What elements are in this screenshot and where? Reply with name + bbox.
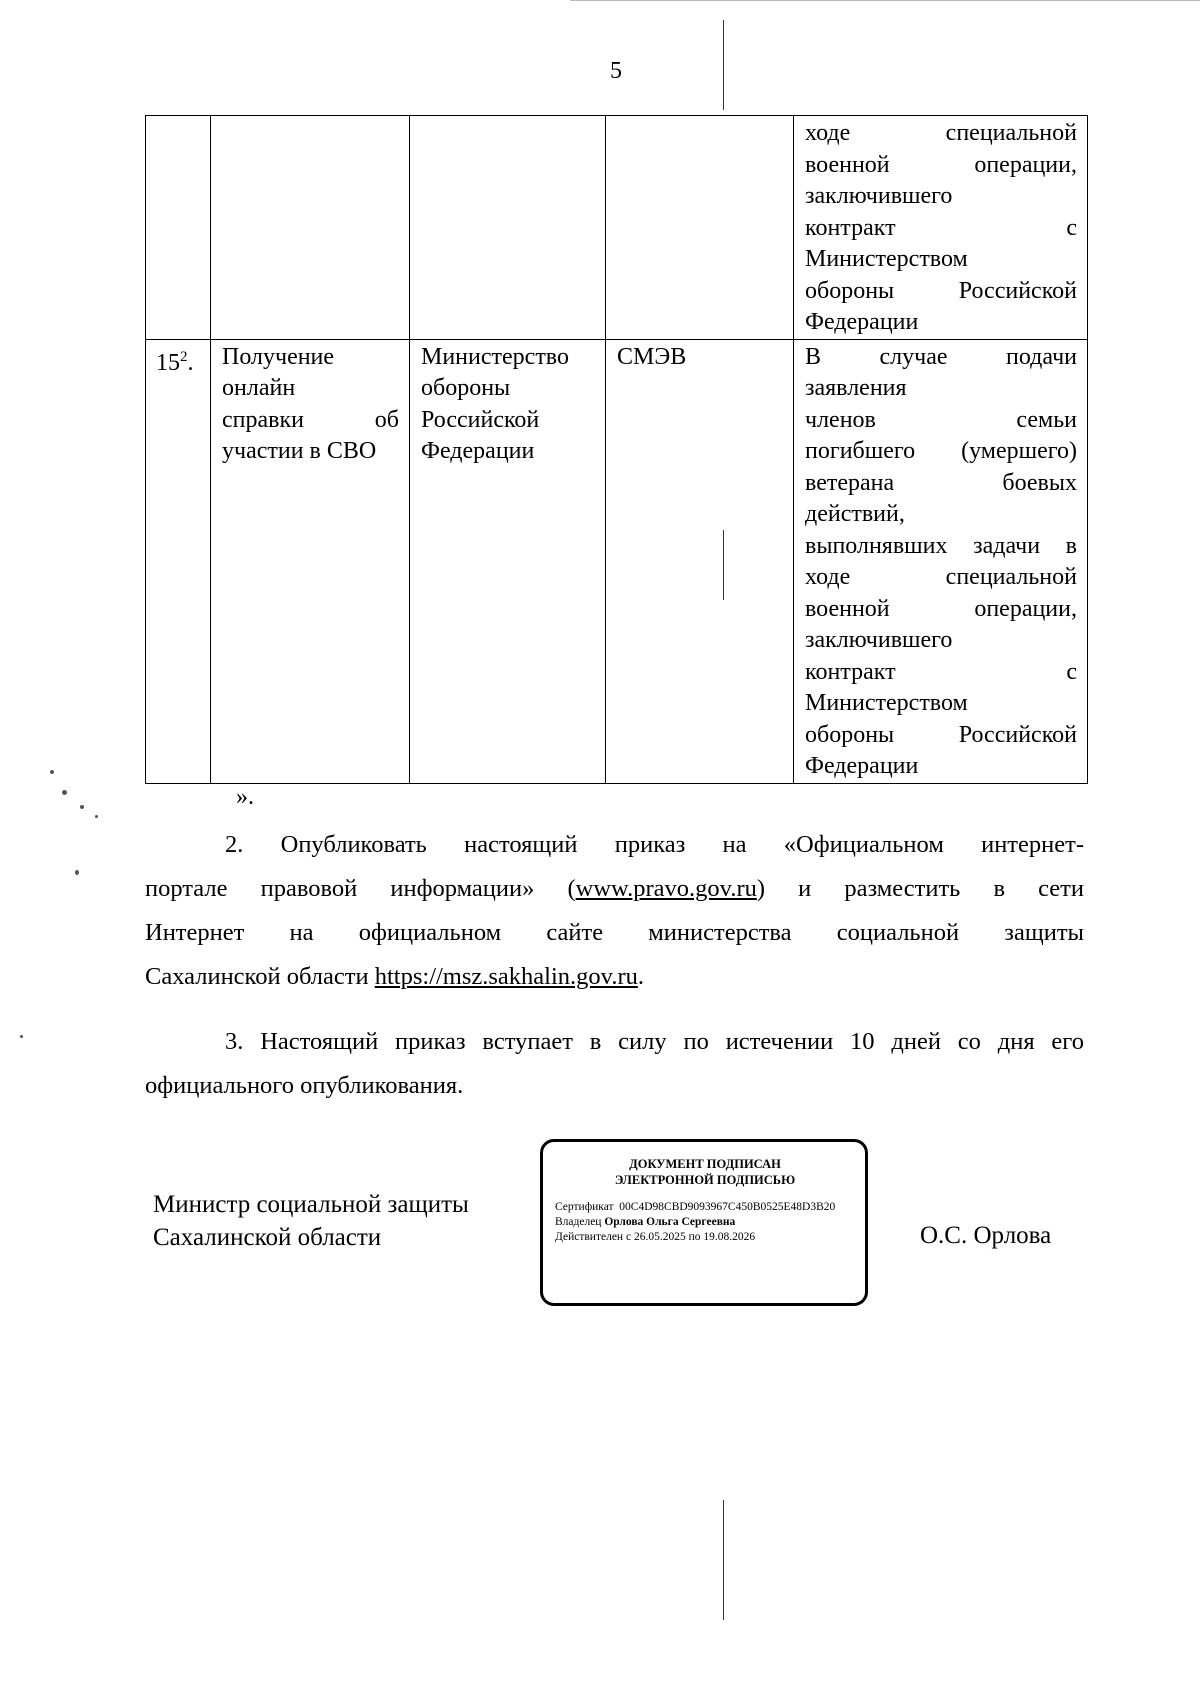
electronic-signature-stamp	[540, 1139, 868, 1306]
text-fragment: Сахалинской области	[145, 963, 375, 990]
row-number-suffix: .	[187, 349, 194, 376]
paragraph-effective-date	[145, 1020, 1084, 1108]
organization-line: Министерство	[421, 343, 569, 370]
stamp-owner	[555, 1215, 855, 1230]
table-row-continued	[146, 116, 1088, 340]
service-line: Получение	[222, 343, 335, 370]
conditions-line: обороны Российской	[805, 277, 1077, 304]
scan-artifact-line	[723, 20, 724, 110]
closing-quote: ».	[236, 784, 254, 810]
text-fragment: ) и разместить в сети	[756, 875, 1084, 902]
conditions-line: действий,	[805, 501, 905, 527]
cell-number	[146, 339, 211, 783]
msz-sakhalin-link[interactable]: https://msz.sakhalin.gov.ru	[374, 963, 638, 990]
paragraph-line: 2. Опубликовать настоящий приказ на «Официальном интернет-	[225, 831, 1084, 858]
scan-artifact-speck	[75, 870, 79, 875]
conditions-line: контракт с	[805, 214, 1077, 241]
stamp-owner-value: Орлова Ольга Сергеевна	[604, 1216, 736, 1228]
services-table	[145, 115, 1088, 784]
cell-service	[211, 339, 410, 783]
stamp-heading	[555, 1156, 855, 1188]
scan-artifact-line	[723, 1500, 724, 1620]
stamp-owner-label: Владелец	[555, 1216, 602, 1228]
row-number-superscript: 2	[180, 348, 188, 365]
paragraph-line: официального опубликования.	[145, 1072, 464, 1099]
conditions-line: обороны Российской	[805, 721, 1077, 748]
conditions-line: ветерана боевых	[805, 469, 1077, 496]
conditions-line: Федерации	[805, 309, 919, 335]
row-number: 15	[156, 349, 180, 376]
table-row-15-2	[146, 339, 1088, 783]
stamp-certificate	[555, 1200, 855, 1215]
paragraph-publication	[145, 823, 1084, 999]
paragraph-line	[145, 867, 1084, 911]
scan-artifact-top-rule	[570, 0, 1200, 1]
conditions-line: членов семьи	[805, 406, 1077, 433]
signatory-title-line: Сахалинской области	[153, 1224, 382, 1251]
service-line: справки об	[222, 406, 399, 433]
text-fragment: .	[637, 963, 644, 990]
service-line: онлайн	[222, 375, 296, 401]
conditions-line: военной операции,	[805, 595, 1077, 622]
cell-channel	[606, 116, 794, 340]
cell-organization	[410, 116, 606, 340]
conditions-line: Министерством	[805, 690, 968, 716]
scan-artifact-speck	[95, 815, 98, 818]
scan-artifact-speck	[80, 805, 84, 809]
paragraph-line: 3. Настоящий приказ вступает в силу по истечении 10 дней со дня его	[225, 1028, 1084, 1055]
conditions-line: погибшего (умершего)	[805, 438, 1077, 464]
cell-conditions	[794, 116, 1088, 340]
scan-artifact-line	[723, 530, 724, 600]
conditions-line: заключившего	[805, 183, 953, 209]
stamp-certificate-label: Сертификат	[555, 1201, 614, 1213]
signatory-name: О.С. Орлова	[920, 1222, 1052, 1249]
stamp-certificate-value: 00C4D98CBD9093967C450B0525E48D3B20	[619, 1201, 836, 1213]
conditions-line: заявления	[805, 375, 907, 401]
cell-channel	[606, 339, 794, 783]
organization-line: Федерации	[421, 438, 535, 464]
stamp-heading-line: ДОКУМЕНТ ПОДПИСАН	[629, 1157, 781, 1171]
conditions-line: ходе специальной	[805, 564, 1077, 590]
conditions-line: Министерством	[805, 246, 968, 272]
paragraph-line: Интернет на официальном сайте министерства социальной защиты	[145, 919, 1084, 946]
organization-line: обороны	[421, 375, 511, 401]
scan-artifact-speck	[50, 770, 54, 774]
pravo-gov-link[interactable]: www.pravo.gov.ru	[575, 875, 757, 902]
signatory-title-line: Министр социальной защиты	[153, 1191, 469, 1218]
cell-conditions	[794, 339, 1088, 783]
scan-artifact-speck	[20, 1035, 23, 1038]
cell-service	[211, 116, 410, 340]
stamp-validity: Действителен с 26.05.2025 по 19.08.2026	[555, 1231, 756, 1243]
cell-organization	[410, 339, 606, 783]
stamp-heading-line: ЭЛЕКТРОННОЙ ПОДПИСЬЮ	[614, 1173, 796, 1187]
organization-line: Российской	[421, 406, 540, 433]
conditions-line: В случае подачи	[805, 343, 1077, 370]
conditions-line: военной операции,	[805, 151, 1077, 178]
scan-artifact-speck	[62, 790, 67, 795]
conditions-line: заключившего	[805, 627, 953, 653]
conditions-line: Федерации	[805, 753, 919, 779]
conditions-line: ходе специальной	[805, 120, 1077, 146]
channel-value: СМЭВ	[617, 343, 687, 370]
cell-number	[146, 116, 211, 340]
service-line: участии в СВО	[222, 438, 377, 464]
paragraph-line	[145, 955, 1084, 999]
conditions-line: выполнявших задачи в	[805, 532, 1077, 559]
text-fragment: портале правовой информации» (	[145, 875, 576, 902]
conditions-line: контракт с	[805, 658, 1077, 685]
signatory-title	[153, 1188, 469, 1254]
page-number: 5	[610, 58, 622, 84]
